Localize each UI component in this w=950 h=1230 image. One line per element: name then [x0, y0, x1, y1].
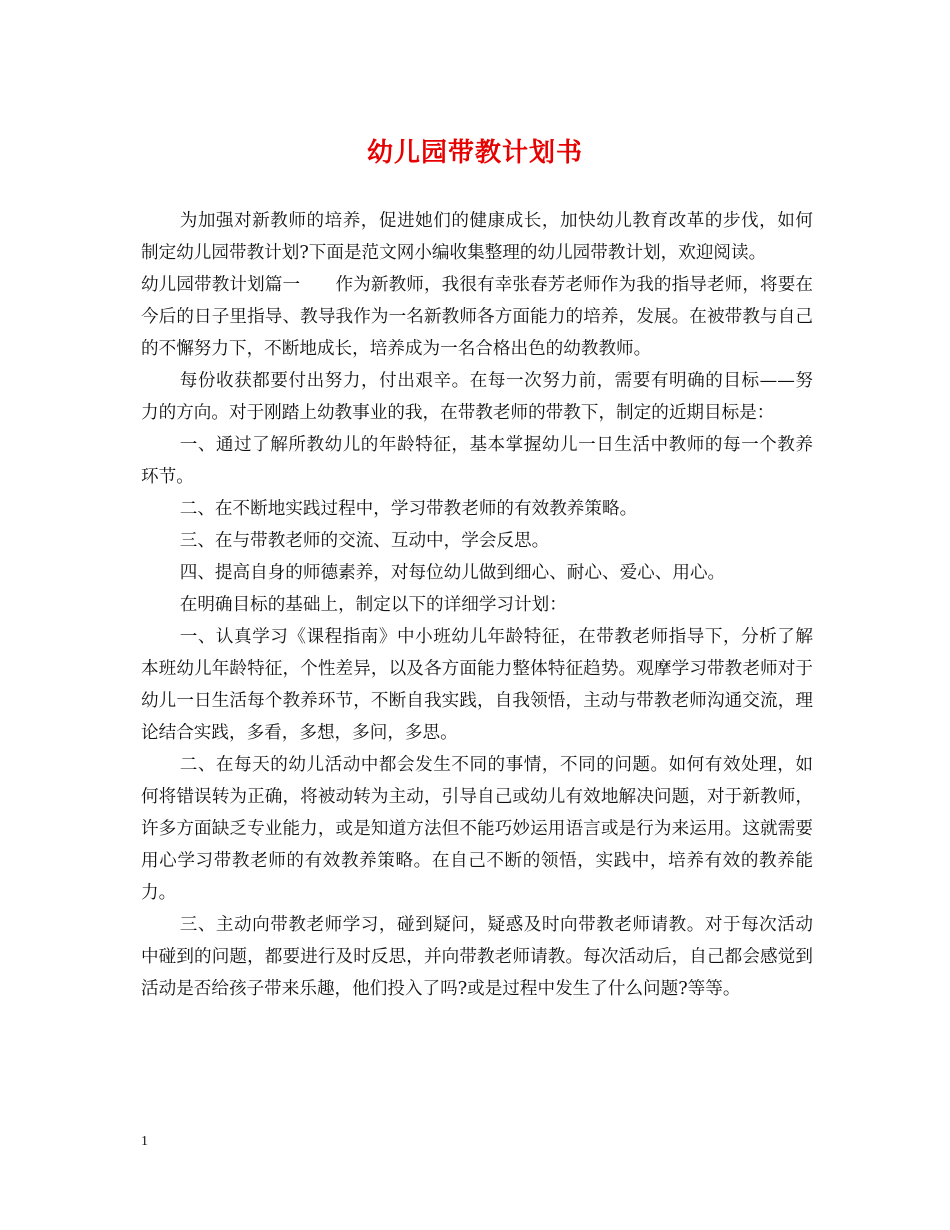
paragraph: 幼儿园带教计划篇一 作为新教师，我很有幸张春芳老师作为我的指导老师，将要在今后的日子里指导、教导我作为一名新教师各方面能力的培养，发展。在被带教与自己的不懈努力下，不断地成长，培养成为一名合格出色的幼教教师。	[141, 275, 813, 359]
paragraph: 四、提高自身的师德素养，对每位幼儿做到细心、耐心、爱心、用心。	[179, 563, 726, 583]
document-body	[141, 205, 813, 1005]
paragraph: 在明确目标的基础上，制定以下的详细学习计划：	[179, 595, 567, 615]
paragraph: 每份收获都要付出努力，付出艰辛。在每一次努力前，需要有明确的目标——努力的方向。对于刚踏上幼教事业的我，在带教老师的带教下，制定的近期目标是：	[141, 371, 813, 423]
page-number: 1	[141, 1134, 148, 1149]
paragraph: 一、通过了解所教幼儿的年龄特征，基本掌握幼儿一日生活中教师的每一个教养环节。	[141, 435, 813, 487]
paragraph: 为加强对新教师的培养，促进她们的健康成长，加快幼儿教育改革的步伐，如何制定幼儿园带教计划?下面是范文网小编收集整理的幼儿园带教计划，欢迎阅读。	[141, 211, 813, 263]
document-title: 幼儿园带教计划书	[366, 138, 583, 168]
paragraph: 三、在与带教老师的交流、互动中，学会反思。	[179, 531, 550, 551]
paragraph: 三、主动向带教老师学习，碰到疑问，疑惑及时向带教老师请教。对于每次活动中碰到的问题，都要进行及时反思，并向带教老师请教。每次活动后，自己都会感觉到活动是否给孩子带来乐趣，他们投入了吗?或是过程中发生了什么问题?等等。	[141, 915, 813, 999]
paragraph: 二、在每天的幼儿活动中都会发生不同的事情，不同的问题。如何有效处理，如何将错误转为正确，将被动转为主动，引导自己或幼儿有效地解决问题，对于新教师，许多方面缺乏专业能力，或是知道方法但不能巧妙运用语言或是行为来运用。这就需要用心学习带教老师的有效教养策略。在自己不断的领悟，实践中，培养有效的教养能力。	[141, 755, 813, 903]
paragraph: 二、在不断地实践过程中，学习带教老师的有效教养策略。	[179, 499, 638, 519]
paragraph: 一、认真学习《课程指南》中小班幼儿年龄特征，在带教老师指导下，分析了解本班幼儿年龄特征，个性差异，以及各方面能力整体特征趋势。观摩学习带教老师对于幼儿一日生活每个教养环节，不断自我实践，自我领悟，主动与带教老师沟通交流，理论结合实践，多看，多想，多问，多思。	[141, 627, 813, 743]
